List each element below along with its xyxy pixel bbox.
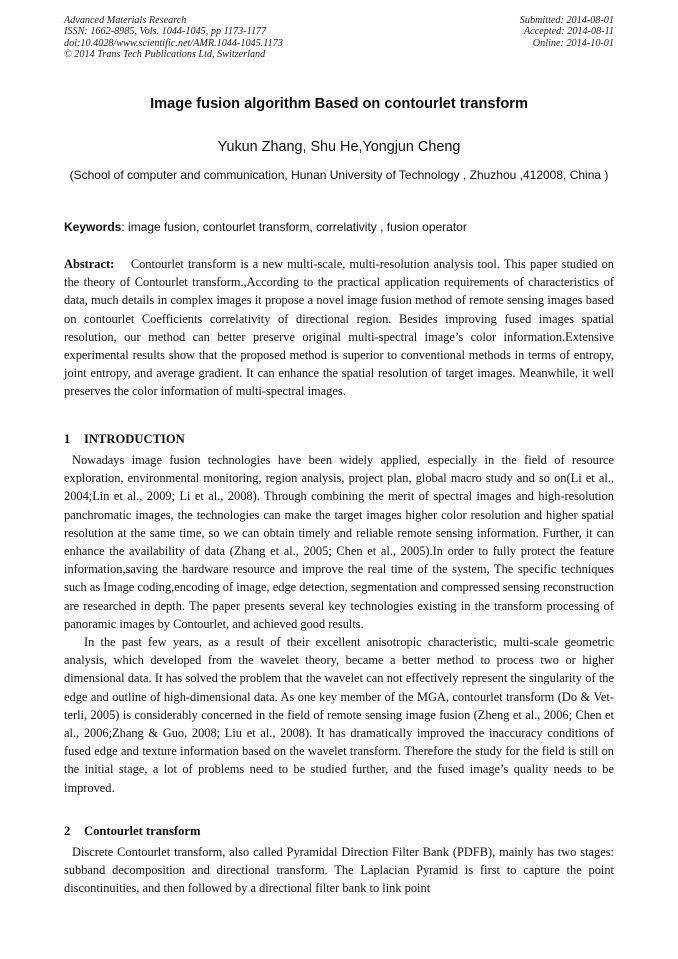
section-title: INTRODUCTION — [84, 432, 185, 446]
section-heading-contourlet — [64, 824, 200, 839]
paragraph: In the past few years, as a result of their excellent anisotropic characteristic, multi-scale geometric analysis, which developed from the wavelet theory, became a better method to process two or higher dimensional data. It has solved the problem that the wavelet can not effectively represent the singularity of the edge and outline of high-dimensional data. As one key member of the MGA, contourlet transform (Do & Vet-terli, 2005) is considerably concerned in the field of remote sensing image fusion (Zheng et al., 2006; Chen et al., 2006;Zhang & Guo, 2008; Liu et al., 2008). It has dramatically improved the inaccuracy conditions of fused edge and texture information based on the wavelet transform. Therefore the study for the field is still on the initial stage, a lot of problems need to be studied further, and the fused image’s quality needs to be improved. — [64, 635, 614, 795]
contourlet-body — [64, 843, 614, 898]
section-heading-introduction — [64, 432, 185, 447]
abstract-label: Abstract: — [64, 257, 115, 271]
issn-line: ISSN: 1662-8985, Vols. 1044-1045, pp 1173-1177 — [64, 26, 267, 38]
paper-title: Image fusion algorithm Based on contourlet transform — [150, 96, 528, 112]
section-title: Contourlet transform — [84, 824, 201, 838]
journal-info — [64, 15, 283, 61]
copyright-line: © 2014 Trans Tech Publications Ltd, Switzerland — [64, 49, 266, 61]
online-date: Online: 2014-10-01 — [532, 37, 614, 49]
abstract-text: Contourlet transform is a new multi-scale, multi-resolution analysis tool. This paper studied on the theory of Contourlet transform.,According to the practical application requirements of characteristics of data, much details in complex images it propose a novel image fusion method of remote sensing images based on contourlet Coefficients correlativity of directional region. Besides improving fused images spatial resolution, our method can better preserve original multi-spectral image’s color information.Extensive experimental results show that the proposed method is superior to conventional methods in terms of entropy, joint entropy, and average gradient. It can enhance the spatial resolution of target images. Meanwhile, it well preserves the color information of multi-spectral images. — [64, 257, 615, 399]
paragraph: Discrete Contourlet transform, also called Pyramidal Direction Filter Bank (PDFB), mainly has two stages: subband decomposition and directional transform. The Laplacian Pyramid is first to capture the point discontinuities, and then followed by a directional filter bank to link point — [64, 845, 614, 896]
section-number: 2 — [64, 824, 71, 838]
keywords-label: Keywords — [64, 220, 122, 234]
keywords — [64, 219, 614, 235]
introduction-body — [64, 451, 614, 797]
abstract — [64, 255, 614, 401]
affiliation: (School of computer and communication, Hunan University of Technology , Zhuzhou ,412008, China ) — [69, 168, 609, 182]
journal-name: Advanced Materials Research — [64, 15, 187, 26]
submitted-date: Submitted: 2014-08-01 — [519, 15, 614, 26]
publication-dates — [520, 15, 614, 49]
section-number: 1 — [64, 432, 71, 446]
keywords-text: : image fusion, contourlet transform, correlativity , fusion operator — [121, 220, 467, 234]
paragraph: Nowadays image fusion technologies have been widely applied, especially in the field of resource exploration, environmental monitoring, region analysis, project plan, global macro study and so on(Li et al., 2004;Lin et al., 2009; Li et al., 2008). Through combining the merit of spectral images and high-resolution panchromatic images, the technologies can make the target images higher color resolution and higher spatial resolution at the same time, so we can obtain timely and reliable remote sensing information. Further, it can enhance the availability of data (Zhang et al., 2005; Chen et al., 2005).In order to fully protect the feature information,saving the hardware resource and improve the real time of the system, The specific techniques such as Image coding,encoding of image, edge detection, segmentation and compressed sensing reconstruction are researched in depth. The paper presents several key technologies existing in the transform processing of panoramic images by Contourlet, and achieved good results. — [64, 453, 614, 631]
author-list: Yukun Zhang, Shu He,Yongjun Cheng — [217, 139, 461, 155]
accepted-date: Accepted: 2014-08-11 — [523, 26, 614, 38]
doi-line: doi:10.4028/www.scientific.net/AMR.1044-1045.1173 — [64, 37, 283, 49]
